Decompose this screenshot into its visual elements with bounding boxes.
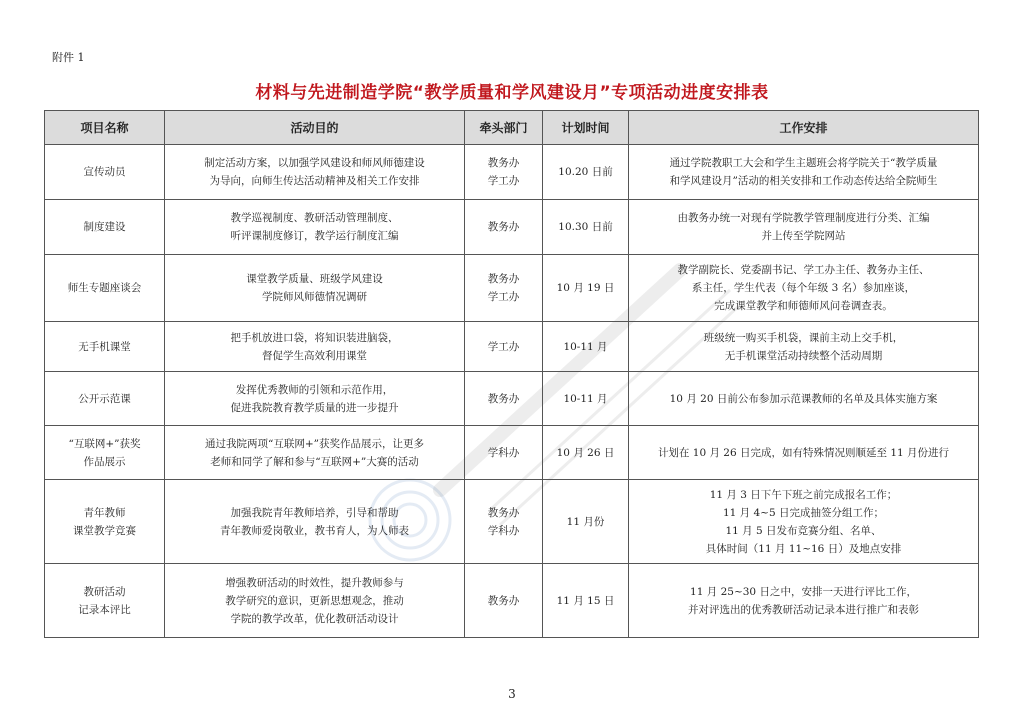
work-plan-cell (629, 372, 979, 426)
planned-time-cell (543, 255, 629, 322)
project-name-cell (45, 145, 165, 200)
work-plan-cell (629, 145, 979, 200)
cell-text-line: 11 月 5 日发布竞赛分组、名单、 (725, 524, 882, 537)
project-name-cell (45, 200, 165, 255)
table-row (45, 145, 979, 200)
project-name-cell (45, 564, 165, 638)
cell-text-line: 发挥优秀教师的引领和示范作用， (235, 383, 394, 396)
cell-text-line: 为导向，向师生传达活动精神及相关工作安排 (209, 175, 420, 187)
project-name-cell (45, 322, 165, 372)
cell-text-line: 10 月 19 日 (556, 282, 615, 294)
cell-text-line: 督促学生高效利用课堂 (262, 349, 367, 362)
cell-text-line: 11 月 4~5 日完成抽签分组工作； (722, 506, 885, 519)
lead-dept-cell (465, 372, 543, 426)
table-row (45, 480, 979, 564)
purpose-cell (165, 255, 465, 322)
planned-time-cell (543, 564, 629, 638)
cell-text-line: 青年教师 (83, 506, 126, 519)
cell-text-line: 宣传动员 (83, 166, 126, 178)
cell-text-line: 制定活动方案，以加强学风建设和师风师德建设 (204, 157, 425, 169)
cell-text-line: 学工办 (487, 340, 520, 353)
cell-text-line: 学工办 (487, 291, 520, 303)
cell-text-line: 系主任，学生代表（每个年级 3 名）参加座谈， (691, 282, 916, 294)
cell-text-line: 青年教师爱岗敬业，教书育人，为人师表 (220, 524, 409, 537)
lead-dept-cell (465, 426, 543, 480)
cell-text-line: 教务办 (487, 594, 520, 607)
project-name-cell (45, 372, 165, 426)
cell-text-line: 由教务办统一对现有学院教学管理制度进行分类、汇编 (677, 212, 930, 224)
cell-text-line: 学院师风师德情况调研 (262, 291, 367, 303)
cell-text-line: 课堂教学竞赛 (73, 524, 136, 537)
purpose-cell (165, 480, 465, 564)
work-plan-cell (629, 564, 979, 638)
cell-text-line: 增强教研活动的时效性，提升教师参与 (225, 576, 404, 589)
lead-dept-cell (465, 322, 543, 372)
purpose-cell (165, 426, 465, 480)
planned-time-cell (543, 145, 629, 200)
table-row (45, 564, 979, 638)
header-purpose: 活动目的 (165, 111, 465, 145)
cell-text-line: 通过我院两项“互联网+”获奖作品展示，让更多 (204, 437, 425, 450)
cell-text-line: 师生专题座谈会 (67, 282, 142, 294)
cell-text-line: 作品展示 (83, 455, 126, 468)
table-row (45, 322, 979, 372)
cell-text-line: 完成课堂教学和师德师风问卷调查表。 (714, 300, 893, 312)
project-name-cell (45, 426, 165, 480)
cell-text-line: 促进我院教育教学质量的进一步提升 (230, 401, 399, 414)
lead-dept-cell (465, 200, 543, 255)
cell-text-line: 计划在 10 月 26 日完成，如有特殊情况则顺延至 11 月份进行 (657, 446, 950, 459)
cell-text-line: 教学巡视制度、教研活动管理制度、 (230, 212, 399, 224)
table-row (45, 255, 979, 322)
lead-dept-cell (465, 480, 543, 564)
header-project-name: 项目名称 (45, 111, 165, 145)
planned-time-cell (543, 426, 629, 480)
cell-text-line: 教学副院长、党委副书记、学工办主任、教务办主任、 (677, 264, 930, 276)
table-row (45, 200, 979, 255)
cell-text-line: 教务办 (487, 506, 520, 519)
cell-text-line: 无手机课堂活动持续整个活动周期 (724, 349, 883, 362)
cell-text-line: 通过学院教职工大会和学生主题班会将学院关于“教学质量 (669, 157, 938, 169)
page-number: 3 (508, 687, 516, 701)
cell-text-line: 学工办 (487, 175, 520, 187)
project-name-cell (45, 255, 165, 322)
cell-text-line: 教务办 (487, 392, 520, 405)
table-row (45, 426, 979, 480)
cell-text-line: 无手机课堂 (78, 340, 131, 353)
purpose-cell (165, 145, 465, 200)
cell-text-line: 具体时间（11 月 11~16 日）及地点安排 (705, 542, 902, 555)
purpose-cell (165, 564, 465, 638)
cell-text-line: 11 月 15 日 (556, 594, 615, 607)
cell-text-line: 教研活动 (83, 585, 126, 598)
cell-text-line: 把手机放进口袋，将知识装进脑袋， (230, 331, 399, 344)
cell-text-line: 10 月 20 日前公布参加示范课教师的名单及具体实施方案 (669, 392, 938, 405)
cell-text-line: “互联网+”获奖 (68, 437, 141, 450)
cell-text-line: 班级统一购买手机袋，课前主动上交手机， (703, 331, 904, 344)
cell-text-line: 和学风建设月”活动的相关安排和工作动态传达给全院师生 (669, 175, 938, 187)
cell-text-line: 公开示范课 (78, 392, 131, 405)
work-plan-cell (629, 322, 979, 372)
schedule-table (44, 110, 979, 638)
cell-text-line: 10 月 26 日 (556, 446, 615, 459)
project-name-cell (45, 480, 165, 564)
cell-text-line: 10.30 日前 (558, 221, 613, 233)
planned-time-cell (543, 480, 629, 564)
purpose-cell (165, 372, 465, 426)
cell-text-line: 教学研究的意识，更新思想观念，推动 (225, 594, 404, 607)
lead-dept-cell (465, 255, 543, 322)
cell-text-line: 教务办 (487, 221, 520, 233)
cell-text-line: 11 月 25~30 日之中，安排一天进行评比工作， (690, 585, 917, 598)
cell-text-line: 学科办 (487, 524, 520, 537)
cell-text-line: 教务办 (487, 273, 520, 285)
lead-dept-cell (465, 145, 543, 200)
table-row (45, 372, 979, 426)
work-plan-cell (629, 480, 979, 564)
cell-text-line: 10-11 月 (563, 392, 608, 405)
planned-time-cell (543, 372, 629, 426)
cell-text-line: 并上传至学院网站 (761, 230, 846, 242)
cell-text-line: 10.20 日前 (558, 166, 613, 178)
purpose-cell (165, 322, 465, 372)
cell-text-line: 学院的教学改革，优化教研活动设计 (230, 612, 399, 625)
cell-text-line: 学科办 (487, 446, 520, 459)
lead-dept-cell (465, 564, 543, 638)
cell-text-line: 制度建设 (83, 221, 126, 233)
purpose-cell (165, 200, 465, 255)
cell-text-line: 记录本评比 (78, 603, 131, 616)
header-lead-dept: 牵头部门 (465, 111, 543, 145)
cell-text-line: 11 月 3 日下午下班之前完成报名工作； (709, 488, 898, 501)
cell-text-line: 并对评选出的优秀教研活动记录本进行推广和表彰 (688, 603, 919, 616)
header-planned-time: 计划时间 (543, 111, 629, 145)
work-plan-cell (629, 426, 979, 480)
work-plan-cell (629, 200, 979, 255)
header-work-plan: 工作安排 (629, 111, 979, 145)
work-plan-cell (629, 255, 979, 322)
planned-time-cell (543, 322, 629, 372)
header-row (45, 111, 979, 145)
cell-text-line: 11 月份 (566, 515, 605, 528)
cell-text-line: 课堂教学质量、班级学风建设 (246, 273, 383, 285)
cell-text-line: 教务办 (487, 157, 520, 169)
cell-text-line: 10-11 月 (563, 340, 608, 353)
cell-text-line: 听评课制度修订，教学运行制度汇编 (230, 230, 399, 242)
page-title: 材料与先进制造学院“教学质量和学风建设月”专项活动进度安排表 (255, 83, 769, 103)
cell-text-line: 老师和同学了解和参与“互联网+”大赛的活动 (210, 455, 419, 468)
planned-time-cell (543, 200, 629, 255)
cell-text-line: 加强我院青年教师培养，引导和帮助 (230, 506, 399, 519)
annex-label: 附件 1 (52, 51, 85, 64)
